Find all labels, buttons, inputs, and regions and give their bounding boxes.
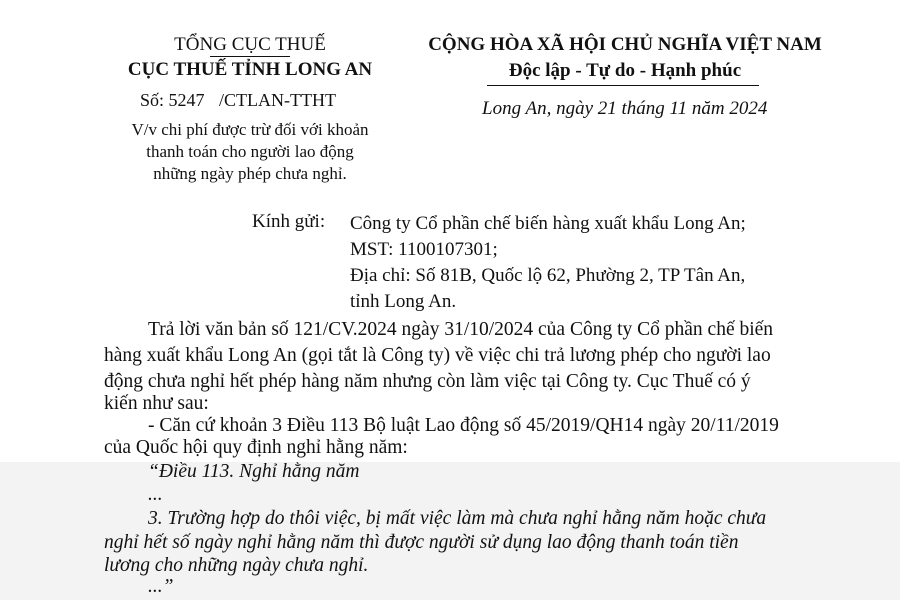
quote-title: “Điều 113. Nghỉ hằng năm xyxy=(148,461,360,482)
body-line: kiến như sau: xyxy=(104,393,209,414)
national-header xyxy=(400,32,850,84)
body-line: - Căn cứ khoản 3 Điều 113 Bộ luật Lao động số 45/2019/QH14 ngày 20/11/2019 xyxy=(148,415,779,436)
agency-name: CỤC THUẾ TỈNH LONG AN xyxy=(127,59,373,80)
quote-line: 3. Trường hợp do thôi việc, bị mất việc làm mà chưa nghỉ hằng năm hoặc chưa xyxy=(148,508,767,529)
recipient-line: tỉnh Long An. xyxy=(350,291,457,312)
recipient-label: Kính gửi: xyxy=(252,211,326,232)
number-suffix: /CTLAN-TTHT xyxy=(219,90,336,110)
recipient-line: MST: 1100107301; xyxy=(350,239,498,260)
recipient-line: Địa chỉ: Số 81B, Quốc lộ 62, Phường 2, TP Tân An, xyxy=(350,265,746,286)
body-line: hàng xuất khẩu Long An (gọi tắt là Công ty) về việc chi trả lương phép cho người lao xyxy=(104,345,771,366)
quote-line: lương cho những ngày chưa nghỉ. xyxy=(104,555,369,576)
subject-line: V/v chi phí được trừ đối với khoản xyxy=(131,120,369,139)
subject-block xyxy=(95,119,405,185)
subject-line: thanh toán cho người lao động xyxy=(146,142,354,161)
quote-end: ...” xyxy=(148,576,174,597)
quote-line: nghỉ hết số ngày nghỉ hằng năm thì được người sử dụng lao động thanh toán tiền xyxy=(104,532,739,553)
number-prefix: Số: xyxy=(140,90,165,110)
document-number xyxy=(140,90,336,111)
motto-underline xyxy=(487,85,759,86)
subject-line: những ngày phép chưa nghỉ. xyxy=(153,164,347,183)
motto: Độc lập - Tự do - Hạnh phúc xyxy=(508,60,742,81)
recipient-line: Công ty Cổ phần chế biến hàng xuất khẩu Long An; xyxy=(350,213,746,234)
body-line: của Quốc hội quy định nghỉ hằng năm: xyxy=(104,437,408,458)
agency-parent: TỔNG CỤC THUẾ xyxy=(174,34,326,55)
agency-header xyxy=(100,32,400,82)
number-value: 5247 xyxy=(168,90,205,110)
nation-name: CỘNG HÒA XÃ HỘI CHỦ NGHĨA VIỆT NAM xyxy=(428,34,822,55)
body-line: Trả lời văn bản số 121/CV.2024 ngày 31/10/2024 của Công ty Cổ phần chế biến xyxy=(148,319,774,340)
recipient-block xyxy=(350,211,746,315)
document-date: Long An, ngày 21 tháng 11 năm 2024 xyxy=(482,98,768,119)
body-line: động chưa nghỉ hết phép hàng năm nhưng còn làm việc tại Công ty. Cục Thuế có ý xyxy=(104,371,751,392)
quote-ellipsis: ... xyxy=(148,484,163,505)
agency-underline xyxy=(210,56,290,57)
